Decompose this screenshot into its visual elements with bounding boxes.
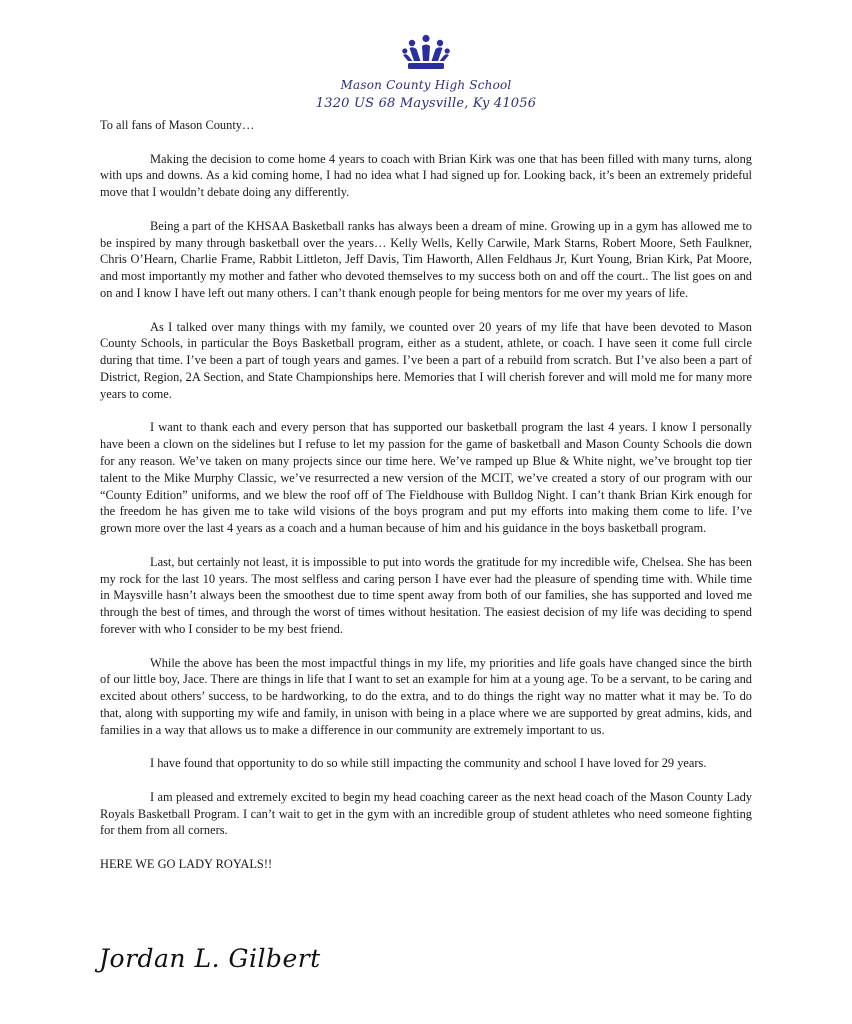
greeting: To all fans of Mason County…	[100, 118, 255, 132]
signature: Jordan L. Gilbert	[99, 944, 321, 973]
letterhead	[0, 34, 852, 72]
paragraph: I have found that opportunity to do so while still impacting the community and school I have loved for 29 years.	[150, 756, 707, 771]
school-name: Mason County High School	[340, 78, 512, 92]
paragraph: Being a part of the KHSAA Basketball ranks has always been a dream of mine. Growing up in a gym has allowed me to be inspired by many through basketball over the years… Kelly Wells, Kelly Carwile, Mark Starns, Robert Moore, Seth Faulkner, Chris O’Hearn, Charlie Frame, Rabbit Littleton, Jeff Davis, Tim Haworth, Allen Feldhaus Jr, Kurt Young, Brian Kirk, Pat Moore, and most importantly my mother and father who devoted themselves to my success both on and off the court.. The list goes on and on and I know I have left out many others. I can’t thank enough people for being mentors for me over my years of life.	[100, 218, 752, 300]
paragraph: I want to thank each and every person that has supported our basketball program the last 4 years. I know I personally have been a clown on the sidelines but I refuse to let my passion for the game of basketball and Mason County Schools die down for any reason. We’ve taken on many projects since our time here. We’ve ramped up Blue & White night, we’ve brought top tier talent to the Mike Murphy Classic, we’ve resurrected a new version of the MCIT, we’ve created a story of our program with our “County Edition” uniforms, and we blew the roof off of The Fieldhouse with Bulldog Night. I can’t thank Brian Kirk enough for the freedom he has given me to take wild visions of the boys program and put my efforts into making them come to life. I’ve grown more over the last 4 years as a coach and a human because of him and his guidance in the boys basketball program.	[100, 420, 752, 536]
school-address: 1320 US 68 Maysville, Ky 41056	[315, 96, 537, 111]
paragraph: Last, but certainly not least, it is impossible to put into words the gratitude for my incredible wife, Chelsea. She has been my rock for the last 10 years. The most selfless and caring person I have ever had the pleasure of spending time with. While time in Maysville hasn’t always been the smoothest due to time spent away from both of our families, she has supported and loved me through the best of times, and through the worst of times without hesitation. The easiest decision of my life was deciding to spend forever with who I consider to be my best friend.	[100, 554, 752, 636]
paragraph: I am pleased and extremely excited to begin my head coaching career as the next head coach of the Mason County Lady Royals Basketball Program. I can’t wait to get in the gym with an incredible group of student athletes who need someone fighting for them from all corners.	[100, 789, 752, 838]
paragraph: Making the decision to come home 4 years to coach with Brian Kirk was one that has been filled with many turns, along with ups and downs. As a kid coming home, I had no idea what I had signed up for. Looking back, it’s been an extremely prideful move that I wouldn’t debate doing any differently.	[100, 151, 752, 200]
letter-body	[100, 117, 752, 873]
crown-icon	[402, 34, 450, 72]
paragraph: While the above has been the most impactful things in my life, my priorities and life goals have changed since the birth of our little boy, Jace. There are things in life that I want to set an example for him at a young age. To be a servant, to be caring and excited about others’ success, to be hardworking, to do the extra, and to do things the right way no matter what it may be. To do that, along with supporting my wife and family, in unison with being in a place where we are supported by great admins, kids, and families in a way that allows us to make a difference in our community are extremely important to us.	[100, 655, 752, 737]
closing-line: HERE WE GO LADY ROYALS!!	[100, 857, 273, 872]
paragraph: As I talked over many things with my family, we counted over 20 years of my life that have been devoted to Mason County Schools, in particular the Boys Basketball program, either as a student, athlete, or coach. I have seen it come full circle during that time. I’ve been a part of tough years and games. I’ve been a part of a rebuild from scratch. But I’ve also been a part of District, Region, 2A Section, and State Championships here. Memories that I will cherish forever and will mold me for many more years to come.	[100, 319, 752, 401]
